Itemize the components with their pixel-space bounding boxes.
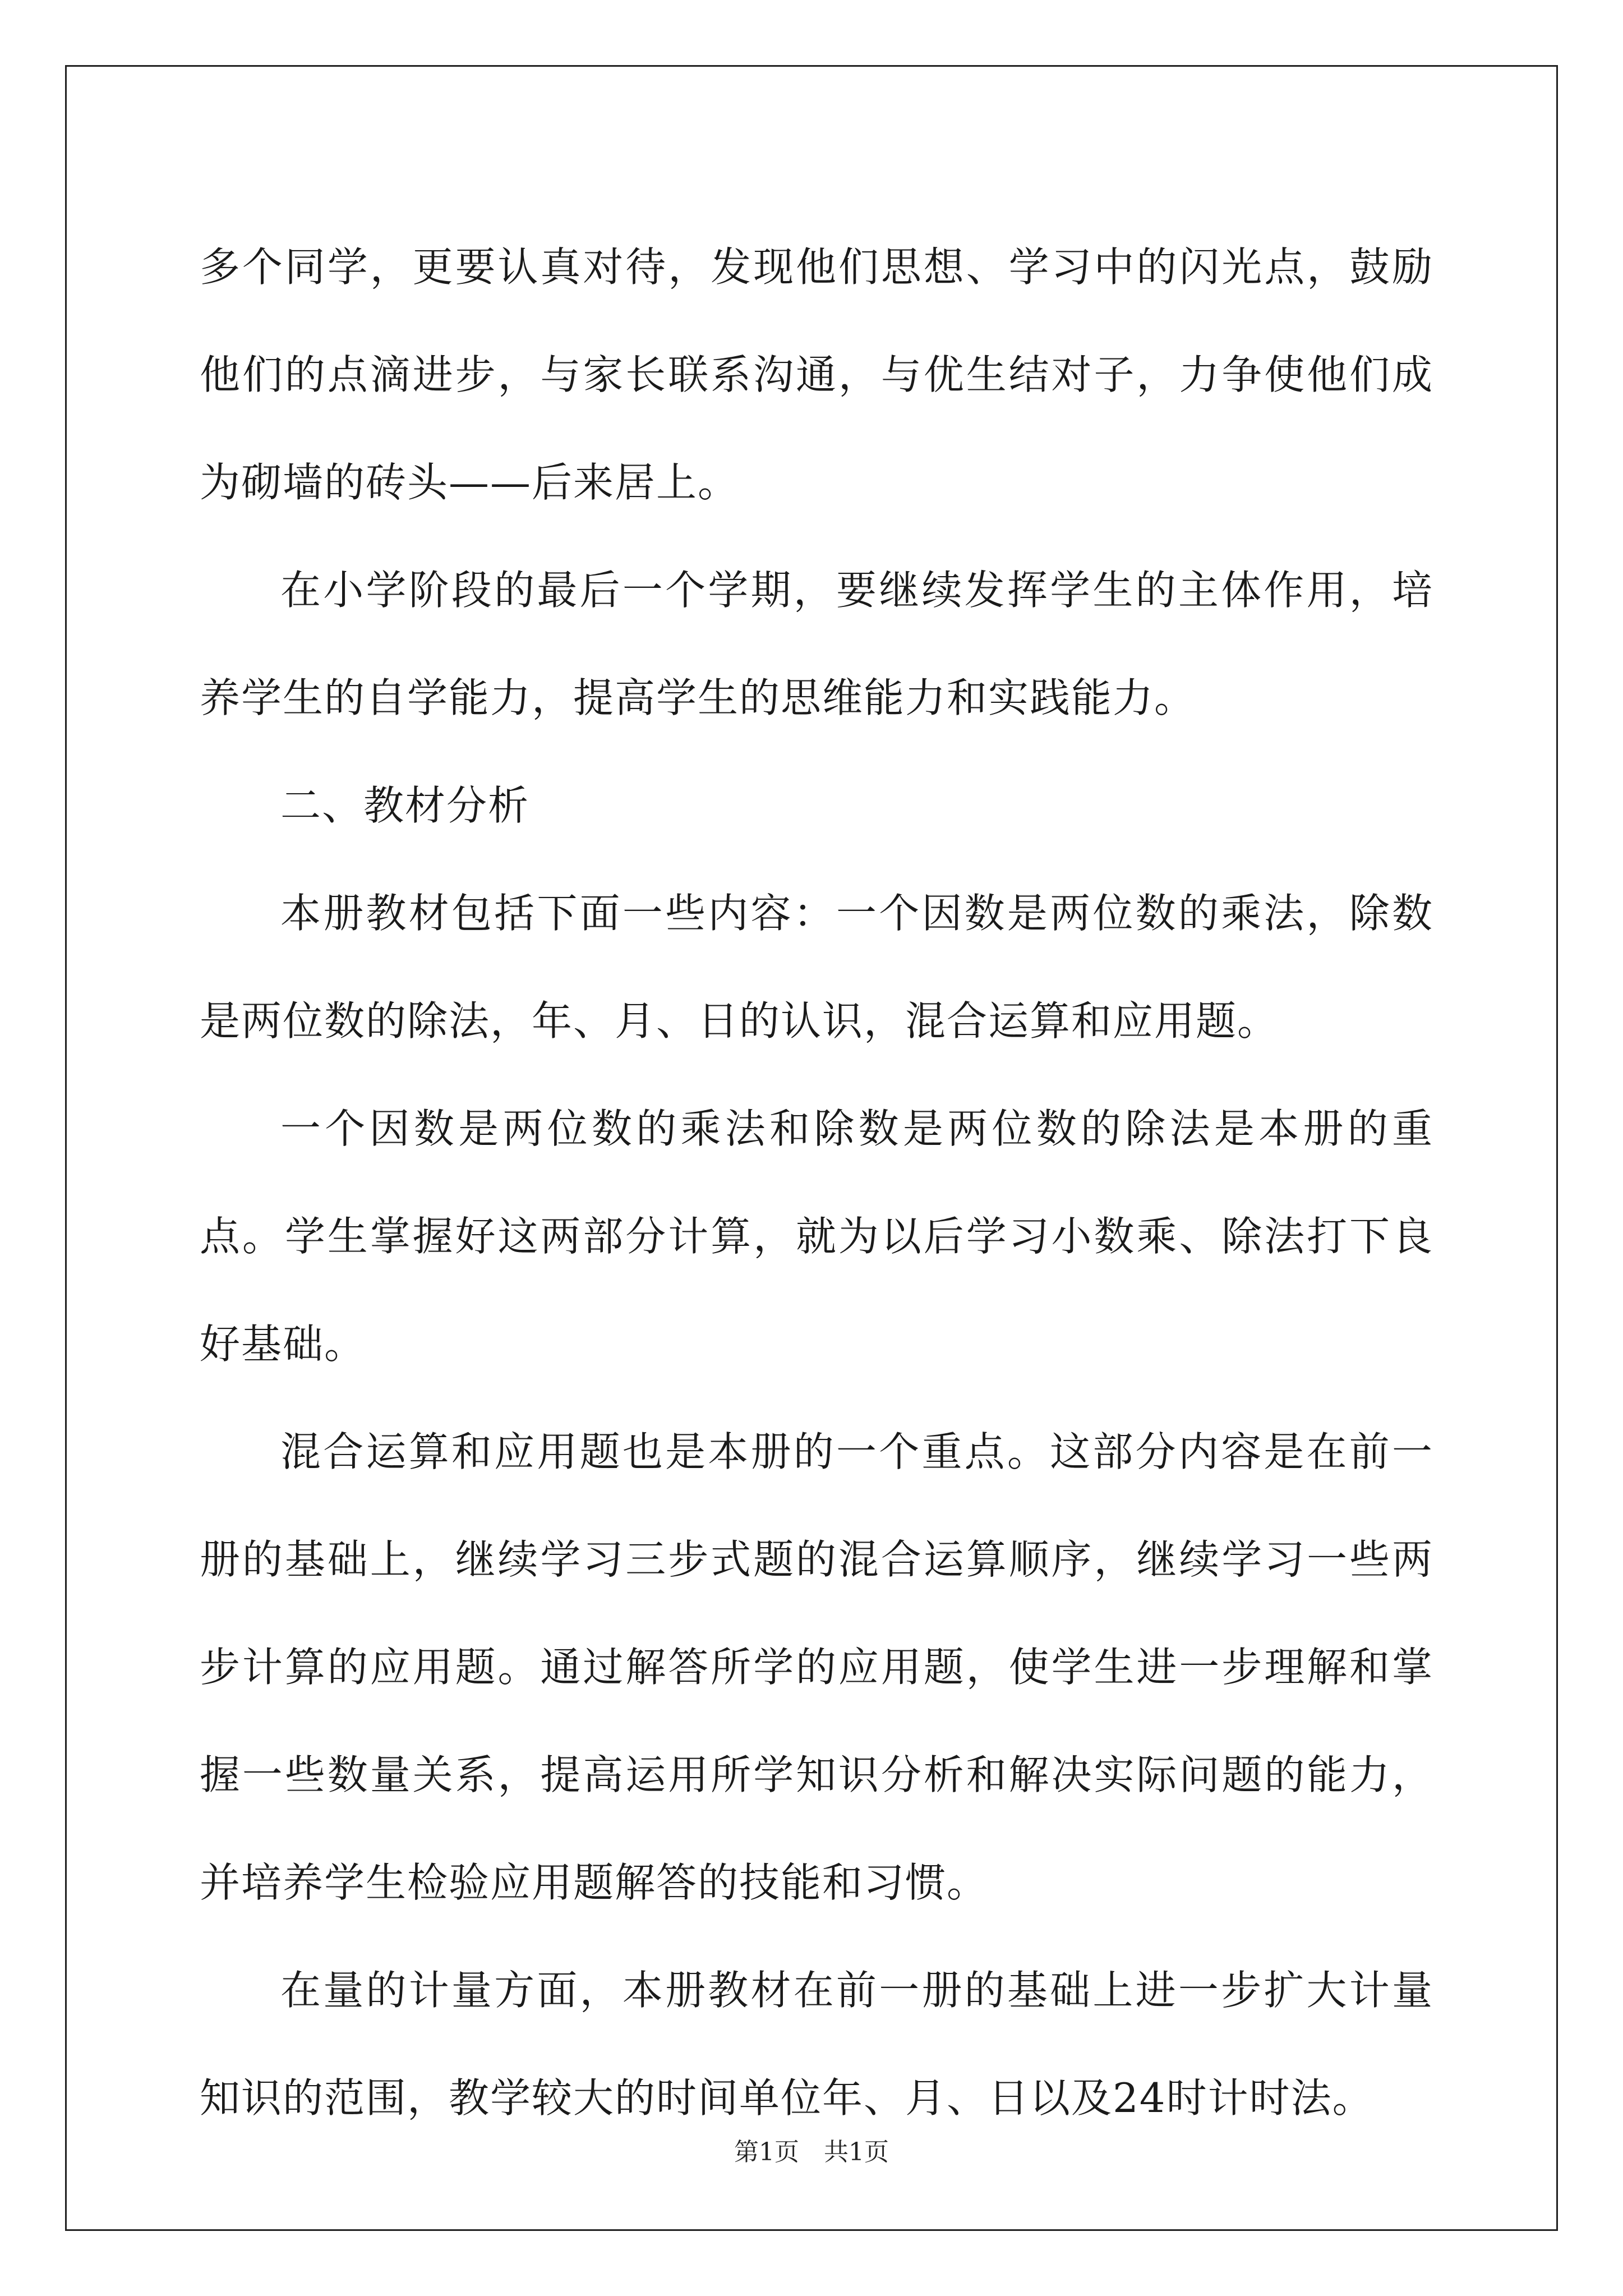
paragraph-3: 本册教材包括下面一些内容：一个因数是两位数的乘法，除数是两位数的除法，年、月、日的认识，混合运算和应用题。 [200, 890, 1433, 1045]
paragraph-6: 在量的计量方面，本册教材在前一册的基础上进一步扩大计量知识的范围，教学较大的时间单位年、月、日以及24时计时法。 [200, 1967, 1433, 2122]
page-footer: 第1页 共1页 [734, 2138, 889, 2166]
paragraph-4: 一个因数是两位数的乘法和除数是两位数的除法是本册的重点。学生掌握好这两部分计算，就为以后学习小数乘、除法打下良好基础。 [200, 1105, 1433, 1368]
paragraph-5: 混合运算和应用题也是本册的一个重点。这部分内容是在前一册的基础上，继续学习三步式题的混合运算顺序，继续学习一些两步计算的应用题。通过解答所学的应用题，使学生进一步理解和掌握一些数量关系，提高运用所学知识分析和解决实际问题的能力，并培养学生检验应用题解答的技能和习惯。 [200, 1428, 1433, 1906]
section-heading: 二、教材分析 [280, 782, 530, 829]
paragraph-1: 多个同学，更要认真对待，发现他们思想、学习中的闪光点，鼓励他们的点滴进步，与家长联系沟通，与优生结对子，力争使他们成为砌墙的砖头——后来居上。 [200, 243, 1433, 506]
paragraph-2: 在小学阶段的最后一个学期，要继续发挥学生的主体作用，培养学生的自学能力，提高学生的思维能力和实践能力。 [200, 567, 1433, 721]
document-body [200, 213, 1433, 2152]
